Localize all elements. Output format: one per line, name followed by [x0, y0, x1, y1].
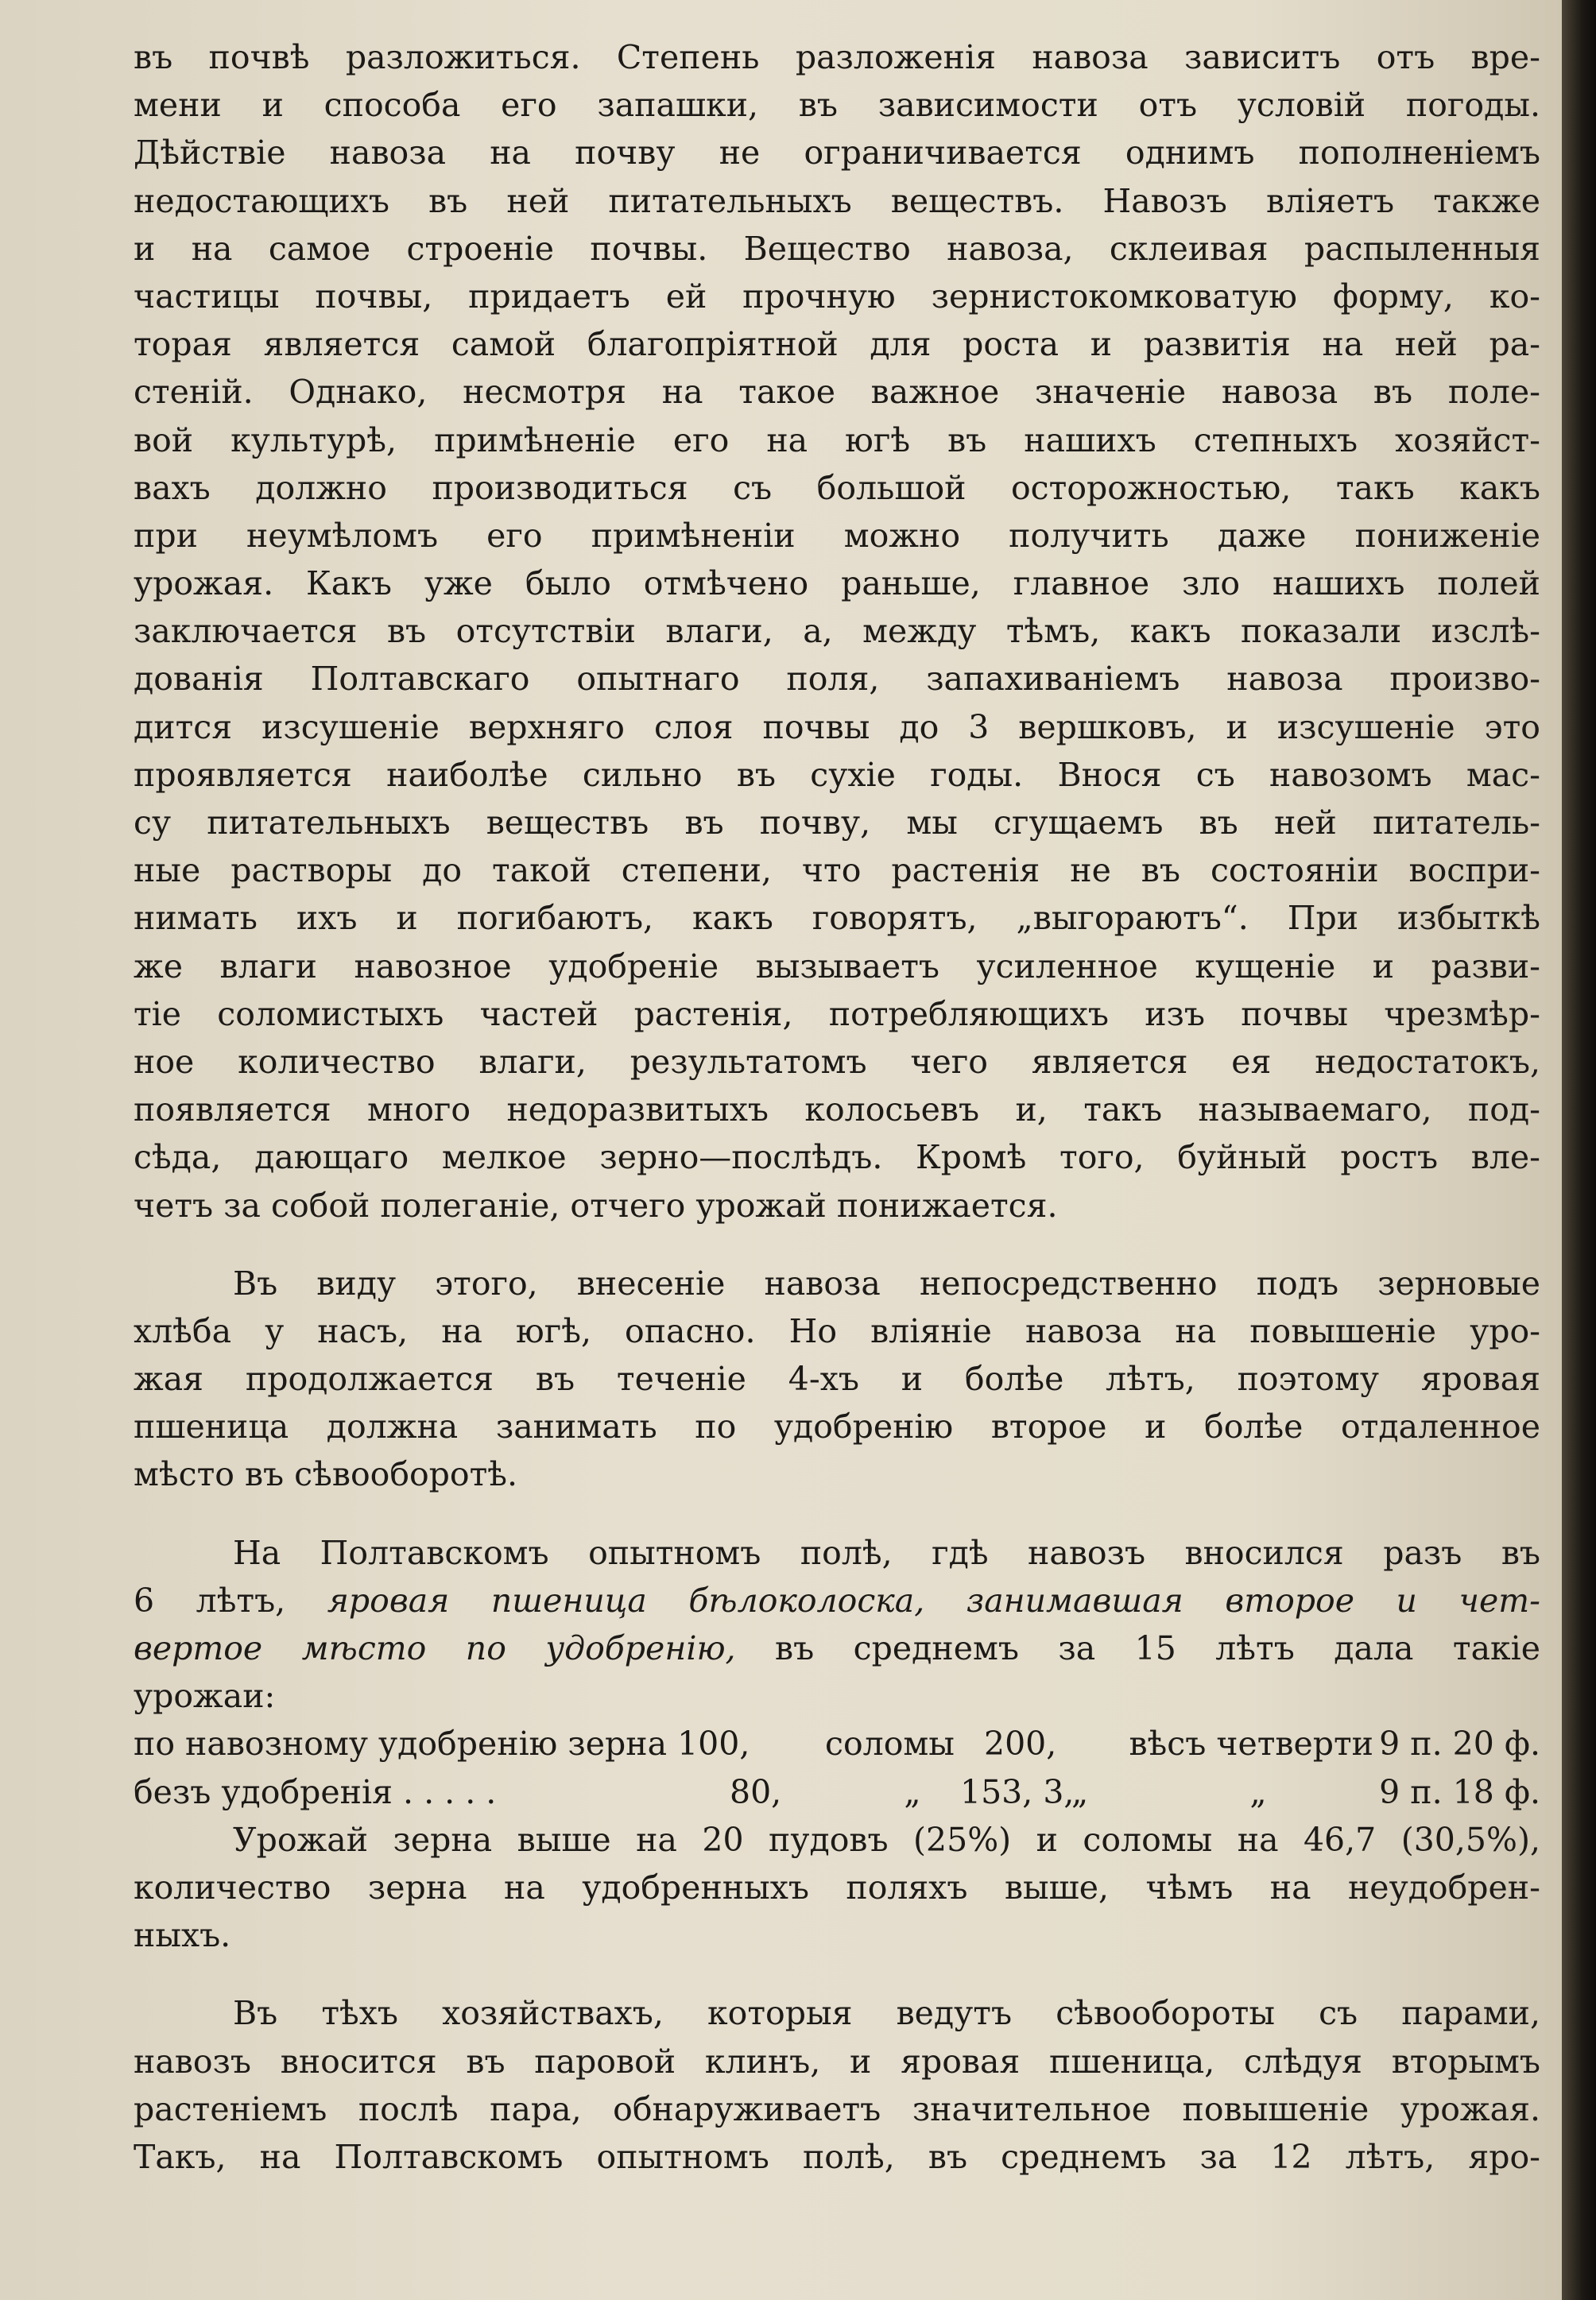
text-line [134, 1624, 1540, 1672]
text-line: жая продолжается въ теченіе 4-хъ и болѣе лѣтъ, поэтому яровая [134, 1360, 1540, 1399]
table-cell: 9 п. 18 ф. [1379, 1772, 1540, 1811]
table-cell: „ [904, 1772, 921, 1811]
text-line: торая является самой благопріятной для роста и развитія на ней ра- [134, 325, 1540, 364]
page-text [134, 33, 1540, 2181]
text-line: Въ виду этого, внесеніе навоза непосредственно подъ зерновые [233, 1264, 1540, 1303]
text-line: четъ за собой полеганіе, отчего урожай понижается. [134, 1186, 1058, 1225]
text-line: пшеница должна занимать по удобренію второе и болѣе отдаленное [134, 1407, 1540, 1446]
text-line: Дѣйствіе навоза на почву не ограничивается однимъ пополненіемъ [134, 134, 1540, 172]
text-line: заключается въ отсутствіи влаги, а, между тѣмъ, какъ показали изслѣ- [134, 612, 1540, 651]
paragraph-fallow-rotation [134, 1989, 1540, 2181]
text-line: Такъ, на Полтавскомъ опытномъ полѣ, въ среднемъ за 12 лѣтъ, яро- [134, 2137, 1540, 2176]
table-cell: „ [1249, 1772, 1267, 1811]
paragraph-yield-summary [134, 1816, 1540, 1960]
text-line: количество зерна на удобренныхъ поляхъ выше, чѣмъ на неудобрен- [134, 1868, 1540, 1907]
text-line: вой культурѣ, примѣненіе его на югѣ въ нашихъ степныхъ хозяйст- [134, 420, 1540, 459]
text-line: вахъ должно производиться съ большой осторожностью, такъ какъ [134, 468, 1540, 507]
text-line: при неумѣломъ его примѣненіи можно получить даже пониженіе [134, 516, 1540, 555]
paragraph-gap [134, 1959, 1540, 1989]
text-line: На Полтавскомъ опытномъ полѣ, гдѣ навозъ вносился разъ въ [233, 1533, 1540, 1572]
text-line: урожая. Какъ уже было отмѣчено раньше, главное зло нашихъ полей [134, 564, 1540, 603]
paragraph-gap [134, 1229, 1540, 1260]
text-line: нимать ихъ и погибаютъ, какъ говорятъ, „выгораютъ“. При избыткѣ [134, 899, 1540, 938]
paragraph-gap [134, 1499, 1540, 1529]
text-fragment: 6 лѣтъ, [134, 1581, 327, 1620]
text-line: ные растворы до такой степени, что растенія не въ состояніи воспри- [134, 851, 1540, 890]
text-line: стеній. Однако, несмотря на такое важное значеніе навоза въ поле- [134, 373, 1540, 412]
text-line: су питательныхъ веществъ въ почву, мы сгущаемъ въ ней питатель- [134, 803, 1540, 842]
text-line: въ почвѣ разложиться. Степень разложенія навоза зависитъ отъ вре- [134, 38, 1540, 76]
text-line [134, 1577, 1540, 1624]
table-cell: соломы [825, 1725, 955, 1764]
table-cell: безъ удобренія . . . . . [134, 1772, 497, 1811]
text-line: появляется много недоразвитыхъ колосьевъ и, такъ называемаго, под- [134, 1090, 1540, 1129]
paragraph-poltava-field [134, 1529, 1540, 1721]
table-row-unmanured [134, 1768, 1540, 1816]
book-spine-edge [1562, 0, 1596, 2300]
text-line: ное количество влаги, результатомъ чего является ея недостатокъ, [134, 1042, 1540, 1081]
text-line: сѣда, дающаго мелкое зерно—послѣдъ. Кромѣ того, буйный ростъ вле- [134, 1138, 1540, 1177]
text-line: Урожай зерна выше на 20 пудовъ (25%) и соломы на 46,7 (30,5%), [233, 1820, 1540, 1859]
table-cell: 9 п. 20 ф. [1379, 1725, 1540, 1764]
text-line: мени и способа его запашки, въ зависимости отъ условій погоды. [134, 86, 1540, 125]
text-line: частицы почвы, придаетъ ей прочную зернистокомковатую форму, ко- [134, 277, 1540, 316]
text-line: дится изсушеніе верхняго слоя почвы до 3 вершковъ, и изсушеніе это [134, 707, 1540, 746]
text-line: хлѣба у насъ, на югѣ, опасно. Но вліяніе навоза на повышеніе уро- [134, 1311, 1540, 1350]
table-cell: по навозному удобренію зерна 100, [134, 1725, 750, 1764]
text-line: мѣсто въ сѣвооборотѣ. [134, 1455, 518, 1494]
text-line: Въ тѣхъ хозяйствахъ, которыя ведутъ сѣвообороты съ парами, [233, 1994, 1540, 2033]
table-cell: 80, [730, 1772, 782, 1811]
italic-fragment: яровая пшеница бѣлоколоска, занимавшая второе и чет- [327, 1581, 1540, 1620]
text-line: же влаги навозное удобреніе вызываетъ усиленное кущеніе и разви- [134, 947, 1540, 985]
table-cell: „ [1071, 1772, 1089, 1811]
table-cell: 153, 3, [960, 1772, 1075, 1811]
text-line: дованія Полтавскаго опытнаго поля, запахиваніемъ навоза произво- [134, 660, 1540, 699]
italic-fragment: вертое мѣсто по удобренію, [134, 1629, 736, 1667]
text-line: навозъ вносится въ паровой клинъ, и яровая пшеница, слѣдуя вторымъ [134, 2042, 1540, 2081]
text-line: урожаи: [134, 1677, 276, 1716]
text-line: и на самое строеніе почвы. Вещество навоза, склеивая распыленныя [134, 229, 1540, 268]
paragraph-wheat-placement [134, 1260, 1540, 1499]
text-line: тіе соломистыхъ частей растенія, потребляющихъ изъ почвы чрезмѣр- [134, 994, 1540, 1033]
text-line: растеніемъ послѣ пара, обнаруживаетъ значительное повышеніе урожая. [134, 2089, 1540, 2128]
paragraph-manure-effects [134, 33, 1540, 1229]
text-line: проявляется наиболѣе сильно въ сухіе годы. Внося съ навозомъ мас- [134, 755, 1540, 794]
table-row-manured [134, 1720, 1540, 1768]
text-line: недостающихъ въ ней питательныхъ веществъ. Навозъ вліяетъ также [134, 181, 1540, 220]
yield-table [134, 1720, 1540, 1815]
text-fragment: въ среднемъ за 15 лѣтъ дала такіе [735, 1629, 1541, 1667]
table-cell: вѣсъ четверти [1129, 1725, 1373, 1764]
text-line: ныхъ. [134, 1916, 231, 1955]
table-cell: 200, [984, 1725, 1057, 1764]
